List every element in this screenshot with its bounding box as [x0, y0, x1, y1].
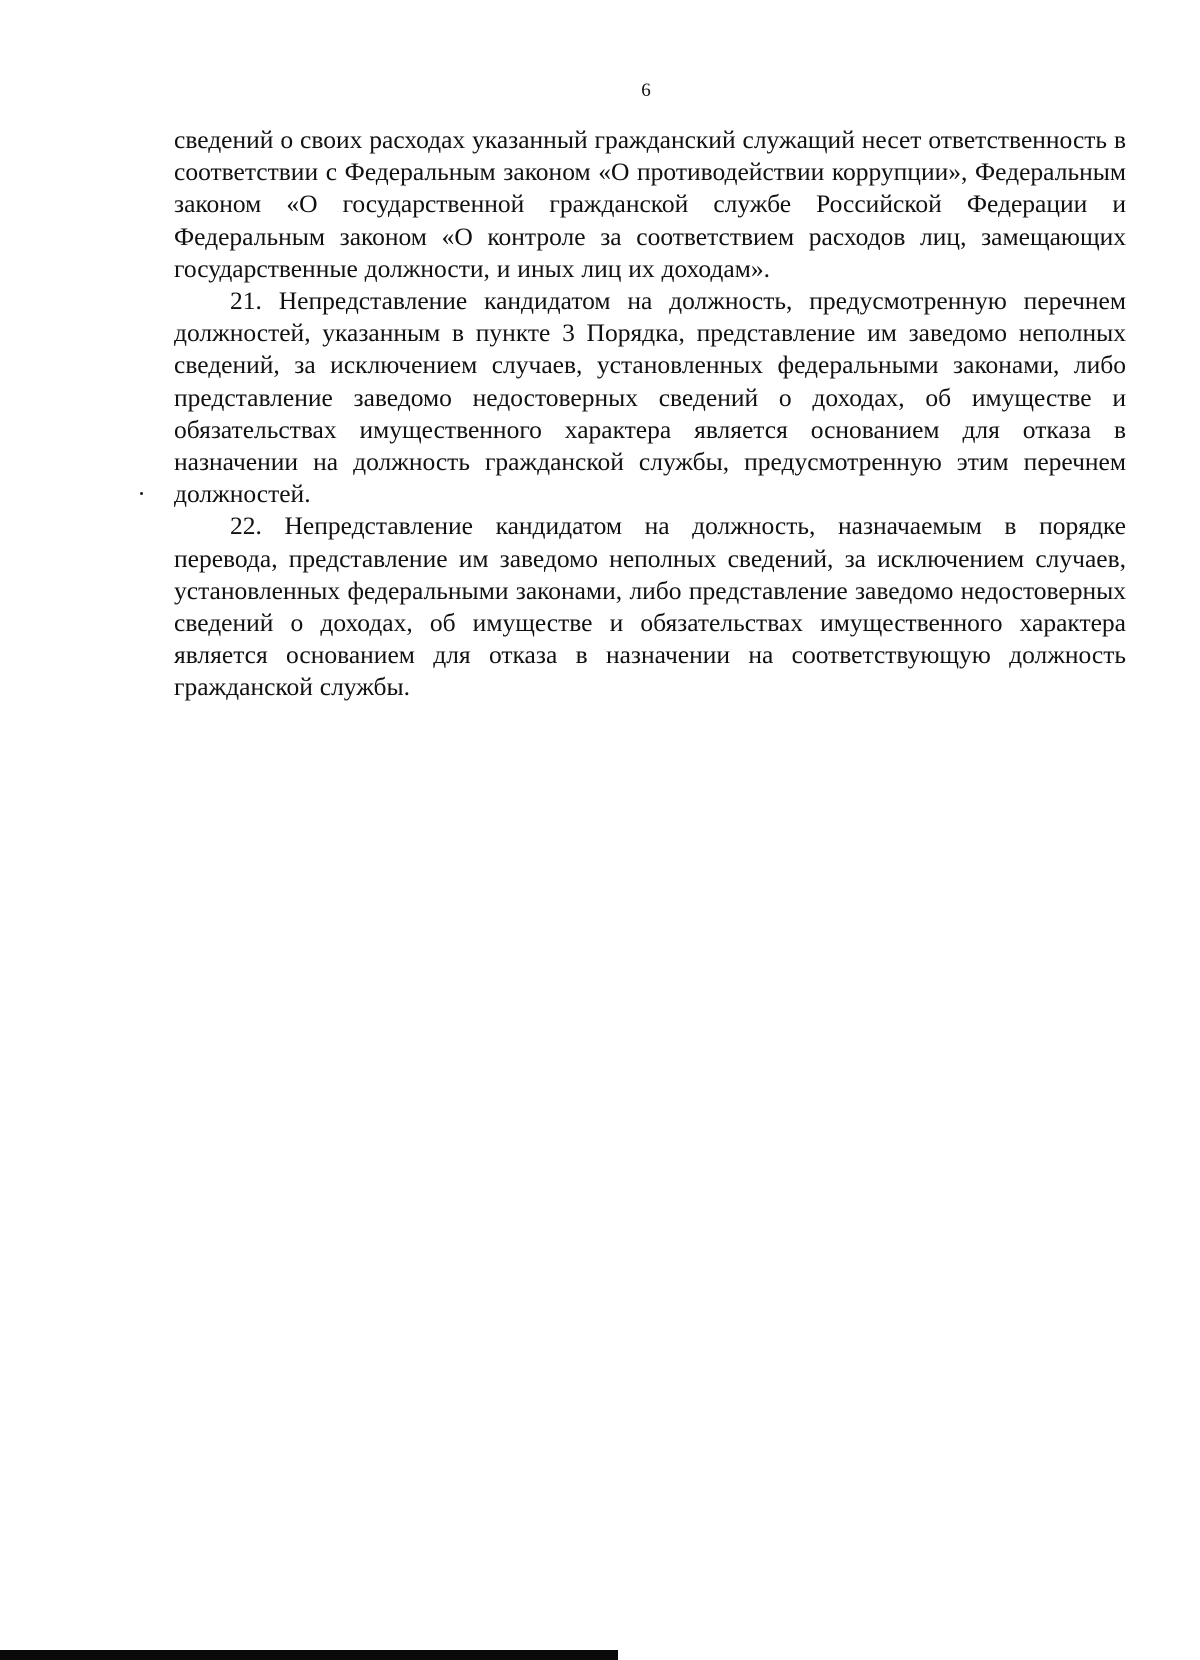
- paragraph-continuation: сведений о своих расходах указанный гражданский служащий несет ответственность в соответствии с Федеральным законом «О противодействии коррупции», Федеральным законом «О государственной гражданской службе Российской Федерации и Федеральным законом «О контроле за соответствием расходов лиц, замещающих государственные должности, и иных лиц их доходам».: [174, 125, 1126, 283]
- paragraph-22: 22. Непредставление кандидатом на должность, назначаемым в порядке перевода, представление им заведомо неполных сведений, за исключением случаев, установленных федеральными законами, либо представление заведомо недостоверных сведений о доходах, об имуществе и обязательствах имущественного характера является основанием для отказа в назначении на соответствующую должность гражданской службы.: [174, 511, 1126, 702]
- scan-edge-bar: [0, 1650, 618, 1660]
- scan-artifact-dot: [140, 492, 143, 495]
- paragraph-21: 21. Непредставление кандидатом на должность, предусмотренную перечнем должностей, указанным в пункте 3 Порядка, представление им заведомо неполных сведений, за исключением случаев, установленных федеральными законами, либо представление заведомо недостоверных сведений о доходах, об имуществе и обязательствах имущественного характера является основанием для отказа в назначении на должность гражданской службы, предусмотренную этим перечнем должностей.: [174, 286, 1126, 509]
- document-body: [174, 124, 1126, 704]
- page-number: 6: [641, 80, 651, 101]
